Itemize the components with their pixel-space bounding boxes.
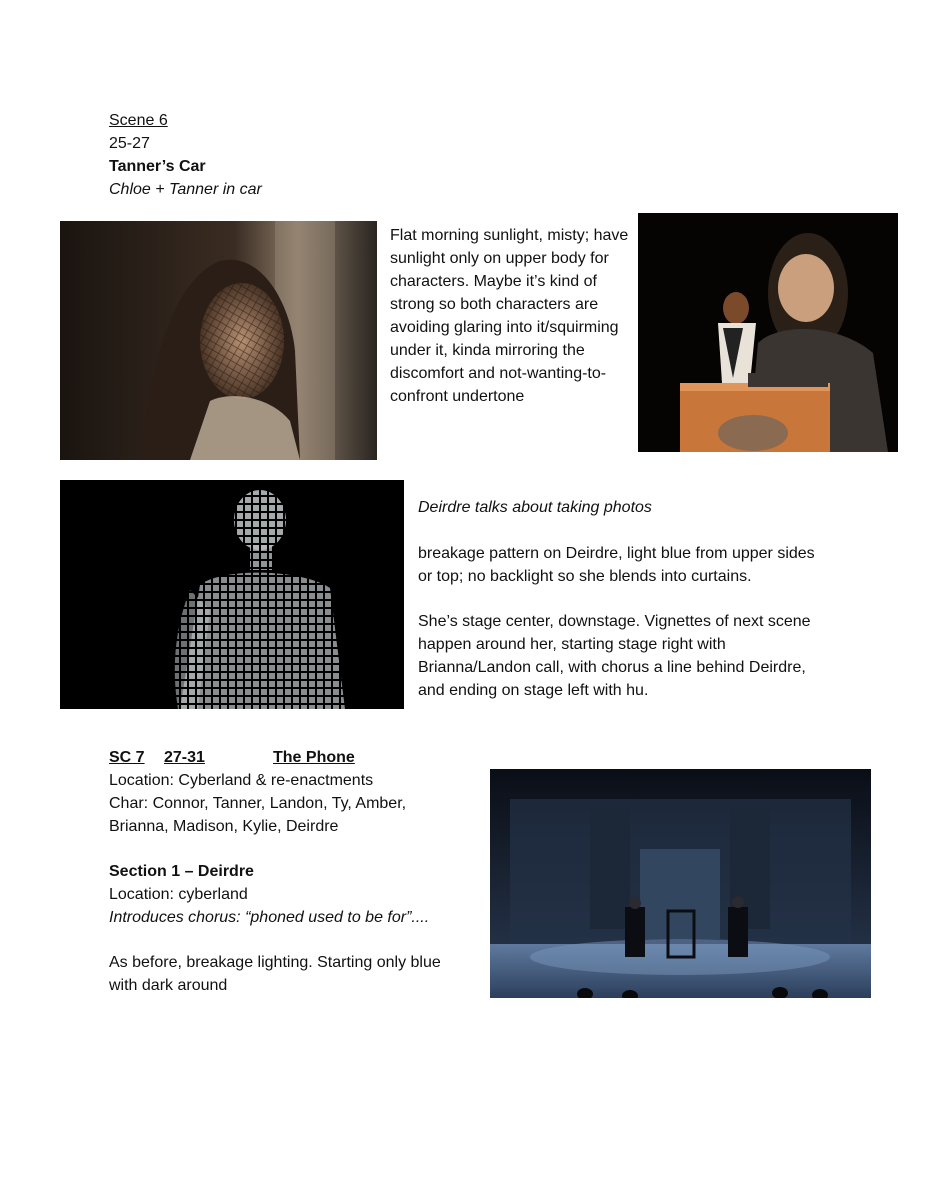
deirdre-direction: Deirdre talks about taking photos — [418, 499, 652, 516]
sc7-title: The Phone — [273, 749, 355, 766]
woman-shadow-photo — [60, 221, 377, 460]
scene-pages: 25-27 — [109, 135, 150, 152]
deirdre-staging-note: She’s stage center, downstage. Vignettes of next scene happen around her, starting stage right with Brianna/Landon call, with chorus a line behind Deirdre, and ending on stage left with hu. — [418, 613, 816, 699]
breakage-pattern-photo — [60, 480, 404, 709]
sc7-label: SC 7 — [109, 749, 145, 766]
section-direction: Introduces chorus: “phoned used to be for”.... — [109, 909, 430, 926]
stage-scene-photo — [490, 769, 871, 998]
section-heading: Section 1 – Deirdre — [109, 863, 254, 880]
puppet-performer-photo — [638, 213, 898, 452]
section-note: As before, breakage lighting. Starting only blue with dark around — [109, 954, 446, 994]
scene-heading: Scene 6 — [109, 112, 168, 129]
deirdre-light-note: breakage pattern on Deirdre, light blue from upper sides or top; no backlight so she blends into curtains. — [418, 545, 820, 585]
sc7-location: Location: Cyberland & re-enactments — [109, 772, 374, 789]
lighting-note: Flat morning sunlight, misty; have sunlight only on upper body for characters. Maybe it’s kind of strong so both characters are avoiding glaring into it/squirming under it, kinda mirroring the discomfort and not-wanting-to-confront undertone — [390, 227, 633, 405]
scene-characters: Chloe + Tanner in car — [109, 181, 262, 198]
sc7-characters: Char: Connor, Tanner, Landon, Ty, Amber, Brianna, Madison, Kylie, Deirdre — [109, 795, 411, 835]
scene-location: Tanner’s Car — [109, 158, 206, 175]
sc7-pages: 27-31 — [164, 749, 205, 766]
section-location: Location: cyberland — [109, 886, 248, 903]
